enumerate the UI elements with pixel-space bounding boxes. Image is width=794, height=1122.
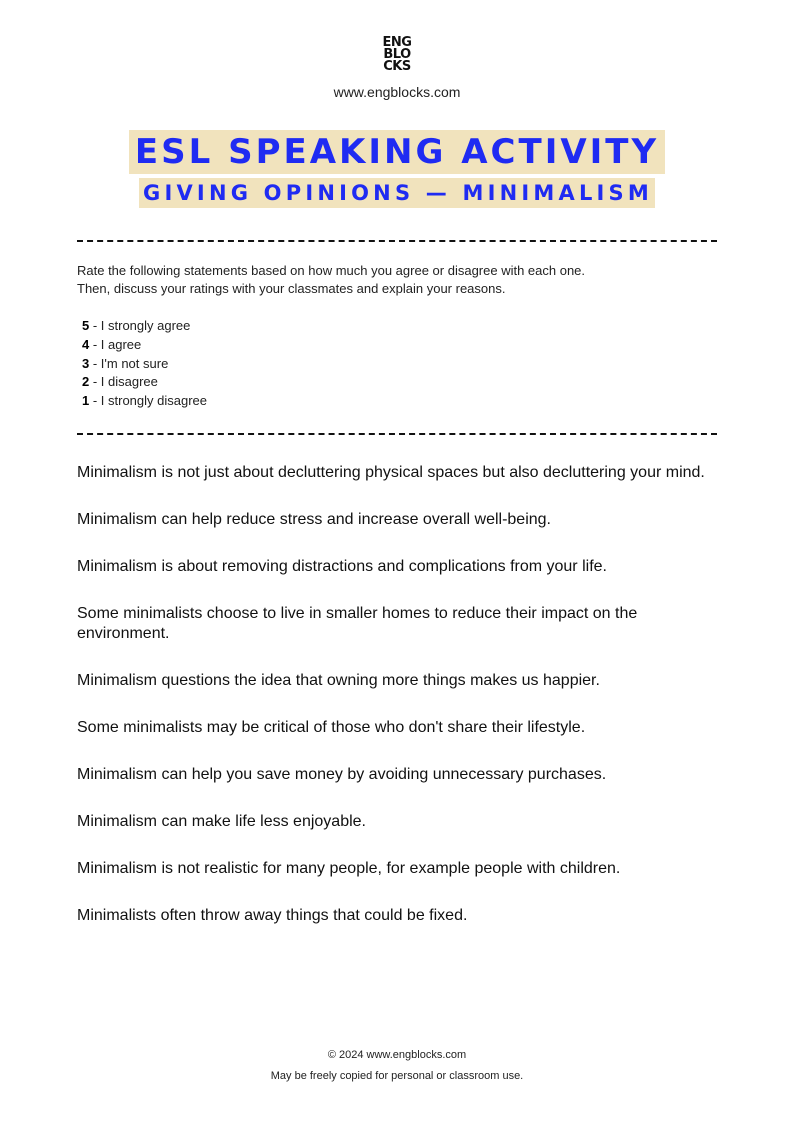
footer xyxy=(0,1045,794,1087)
footer-copyright: © 2024 www.engblocks.com xyxy=(327,1049,467,1061)
instructions-line: Rate the following statements based on how much you agree or disagree with each one. xyxy=(77,263,586,278)
footer-license: May be freely copied for personal or classroom use. xyxy=(270,1070,524,1082)
logo-line: BLO xyxy=(383,47,411,62)
scale-label: - I strongly disagree xyxy=(89,393,208,409)
statement: Minimalism is not realistic for many people, for example people with children. xyxy=(77,860,621,877)
scale-label: - I'm not sure xyxy=(89,355,169,371)
statement: Minimalists often throw away things that could be fixed. xyxy=(77,907,468,924)
scale-row xyxy=(82,373,207,392)
scale-label: - I agree xyxy=(89,336,142,352)
subtitle-wrapper xyxy=(0,178,794,208)
scale-row xyxy=(82,355,207,374)
page-title: ESL SPEAKING ACTIVITY xyxy=(129,130,665,174)
statement: Minimalism is about removing distractions and complications from your life. xyxy=(77,558,607,575)
instructions xyxy=(77,262,717,298)
page-subtitle: GIVING OPINIONS — MINIMALISM xyxy=(139,178,655,208)
statement: Minimalism is not just about decluttering physical spaces but also decluttering your mind. xyxy=(77,464,705,481)
scale-number: 4 xyxy=(82,336,90,352)
statement: Minimalism can make life less enjoyable. xyxy=(77,813,366,830)
rating-scale xyxy=(82,317,207,411)
scale-number: 3 xyxy=(82,355,90,371)
title-wrapper xyxy=(0,130,794,174)
dashed-divider-bottom xyxy=(77,433,717,435)
scale-number: 1 xyxy=(82,393,90,409)
engblocks-logo xyxy=(0,37,794,73)
logo-line: CKS xyxy=(383,59,411,74)
scale-label: - I disagree xyxy=(89,374,158,390)
site-url: www.engblocks.com xyxy=(333,84,461,100)
logo-line: ENG xyxy=(382,35,412,50)
dashed-divider-top xyxy=(77,240,717,242)
statement-list xyxy=(77,463,717,953)
statement: Some minimalists may be critical of those who don't share their lifestyle. xyxy=(77,719,586,736)
statement: Minimalism can help reduce stress and increase overall well-being. xyxy=(77,511,551,528)
scale-row xyxy=(82,317,207,336)
statement: Minimalism can help you save money by avoiding unnecessary purchases. xyxy=(77,766,607,783)
scale-row xyxy=(82,392,207,411)
scale-label: - I strongly agree xyxy=(89,318,191,333)
statement: Minimalism questions the idea that owning more things makes us happier. xyxy=(77,672,600,689)
instructions-line: Then, discuss your ratings with your classmates and explain your reasons. xyxy=(77,281,506,296)
scale-row xyxy=(82,336,207,355)
statement: Some minimalists choose to live in smaller homes to reduce their impact on the environment. xyxy=(77,605,638,642)
scale-number: 5 xyxy=(82,318,90,333)
scale-number: 2 xyxy=(82,374,90,390)
